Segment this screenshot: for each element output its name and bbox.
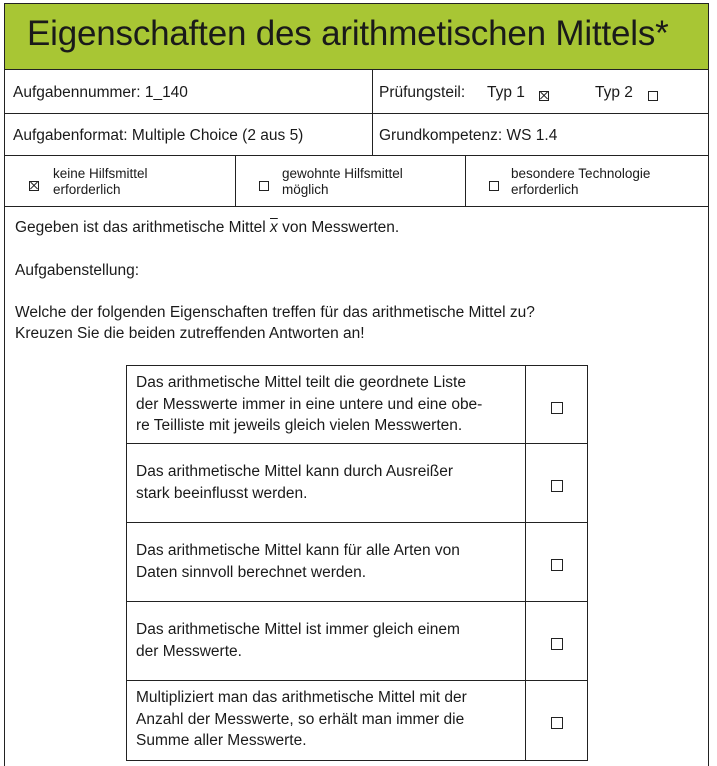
aid-3-label: besondere Technologie erforderlich <box>511 166 651 197</box>
aid-1-checkbox[interactable] <box>29 156 39 206</box>
empty-box-icon <box>551 480 563 492</box>
divider <box>372 114 373 155</box>
meta-row-1 <box>5 70 708 114</box>
choice-5 <box>127 681 587 761</box>
competence: Grundkompetenz: WS 1.4 <box>379 127 558 144</box>
choice-4-checkbox[interactable] <box>551 635 563 647</box>
choice-2-checkbox[interactable] <box>551 477 563 489</box>
type1-label: Typ 1 <box>487 84 525 101</box>
mean-symbol: $\overline{x}$ <box>270 219 278 236</box>
aids-row <box>5 156 708 207</box>
checked-box-icon <box>539 91 549 101</box>
divider <box>235 156 236 206</box>
choice-5-text: Multipliziert man das arithmetische Mittel mit der Anzahl der Messwerte, so erhält man immer die Summe aller Messwerte. <box>136 689 467 749</box>
choice-4-text: Das arithmetische Mittel ist immer gleich einem der Messwerte. <box>136 621 460 660</box>
choice-2 <box>127 444 587 523</box>
empty-box-icon <box>259 181 269 191</box>
meta-row-2 <box>5 114 708 156</box>
divider <box>372 70 373 113</box>
empty-box-icon <box>551 402 563 414</box>
choice-2-text: Das arithmetische Mittel kann durch Ausreißer stark beeinflusst werden. <box>136 463 454 502</box>
empty-box-icon <box>551 559 563 571</box>
choice-3-text: Das arithmetische Mittel kann für alle Arten von Daten sinnvoll berechnet werden. <box>136 542 460 581</box>
intro-text: Gegeben ist das arithmetische Mittel $\overline{x}$ von Messwerten. <box>15 219 400 236</box>
type2-label: Typ 2 <box>595 84 633 101</box>
aid-3-checkbox[interactable] <box>489 156 499 206</box>
aid-2-checkbox[interactable] <box>259 156 269 206</box>
checked-box-icon <box>29 181 39 191</box>
question-text: Welche der folgenden Eigenschaften treffen für das arithmetische Mittel zu? Kreuzen Sie die beiden zutreffenden Antworten an! <box>15 304 535 342</box>
choice-4 <box>127 602 587 681</box>
task-card <box>4 3 709 766</box>
empty-box-icon <box>648 91 658 101</box>
divider <box>465 156 466 206</box>
choice-3 <box>127 523 587 602</box>
choice-3-checkbox[interactable] <box>551 556 563 568</box>
type2-checkbox[interactable] <box>648 70 658 113</box>
task-number: Aufgabennummer: 1_140 <box>13 84 188 101</box>
title-bar <box>5 4 708 70</box>
task-heading: Aufgabenstellung: <box>15 262 140 279</box>
aid-1-label: keine Hilfsmittel erforderlich <box>53 166 148 197</box>
empty-box-icon <box>551 717 563 729</box>
page-title: Eigenschaften des arithmetischen Mittels* <box>27 14 669 53</box>
empty-box-icon <box>489 181 499 191</box>
aid-2-label: gewohnte Hilfsmittel möglich <box>282 166 403 197</box>
task-format: Aufgabenformat: Multiple Choice (2 aus 5) <box>13 127 304 144</box>
empty-box-icon <box>551 638 563 650</box>
answer-choices <box>126 365 588 761</box>
exam-part-label: Prüfungsteil: <box>379 84 466 101</box>
choice-1 <box>127 366 587 444</box>
choice-1-text: Das arithmetische Mittel teilt die geordnete Liste der Messwerte immer in eine untere und eine obe- re Teilliste mit jeweils gleich vielen Messwerten. <box>136 374 483 434</box>
choice-5-checkbox[interactable] <box>551 714 563 726</box>
choice-1-checkbox[interactable] <box>551 399 563 411</box>
type1-checkbox[interactable] <box>539 70 549 113</box>
